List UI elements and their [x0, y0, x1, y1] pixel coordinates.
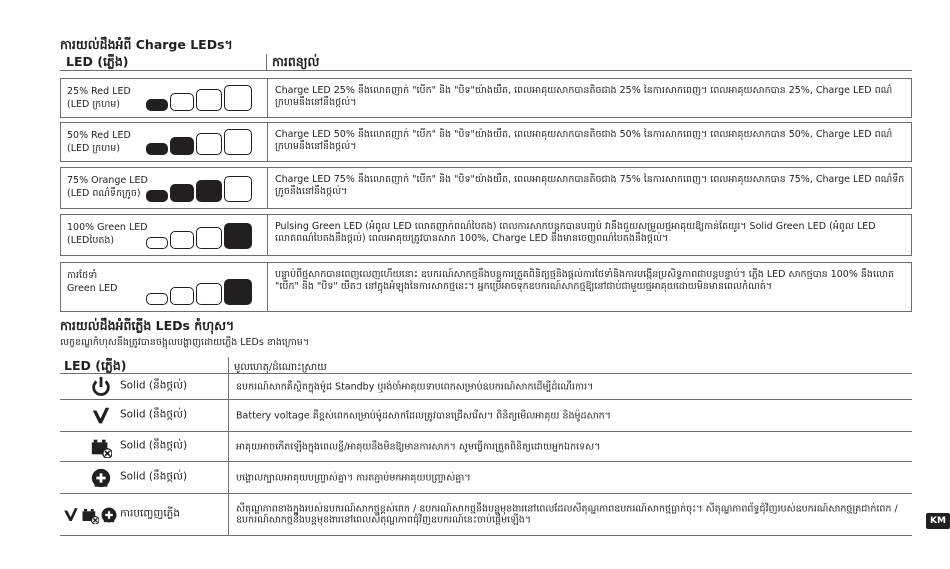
led-segment-lit — [170, 137, 194, 155]
led-segment-lit — [224, 279, 252, 305]
led-segment-off — [224, 129, 252, 155]
battery-fault-icon — [90, 436, 112, 458]
led-segment-off — [146, 293, 168, 305]
charge-led-row — [60, 122, 912, 162]
fault-cause: អាគុយអាចកើតឡើងក្នុងពេលខ្លី/អាគុយនឹងមិនឱ្យមានការសាក។ សូមធ្វើការត្រួតពិនិត្យដោយអ្នកឯកទេស។ — [236, 440, 601, 452]
fault-cause: បង្គោលក្បាលអាគុយបញ្ច្រាស់គ្នា។ ការតភ្ជាប់មកអាគុយបញ្ច្រាស់គ្នា។ — [236, 471, 471, 483]
led-name-line1: 50% Red LED — [67, 130, 131, 141]
col-led-header-2: LED (ភ្លើង) — [64, 358, 127, 373]
charge-led-row — [60, 167, 912, 209]
led-description: បន្ទាប់ពីថ្មសាកបានពេញលេញហើយនោះ ឧបករណ៍សាកថ្មនឹងបន្តការត្រួតពិនិត្យថ្មនិងផ្តល់ការថែទាំនិងការបង្កើនប្រសិទ្ធភាពជាបន្តបន្ទាប់។ ភ្លើង LED សាកថ្មបាន 100% នឹងលោត "បើក" និង "បិទ" យឺតៗ នៅក្នុងអំឡុងនៃការសាកថ្មនេះ។ អ្នកប្រើអាចទុកឧបករណ៍សាកថ្មឱ្យនៅជាប់ជាមួយថ្មអាគុយដោយមិនមានពេលកំណត់។ — [275, 269, 895, 292]
led-name-line1: 100% Green LED — [67, 222, 148, 233]
battery-fault-icon — [81, 506, 99, 524]
led-segment-lit — [146, 190, 168, 202]
led-name-line2: Green LED — [67, 283, 118, 294]
led-segment-lit — [196, 180, 222, 202]
led-description: Charge LED 50% នឹងលោតញាក់ "បើក" និង "បិទ"យ៉ាងយឺត, ពេលអាគុយសាកបានតិចជាង 50% នៃការសាកពេញ។ ពេលអាគុយសាកបាន 50%, Charge LED ពណ៌ក្រហមនឹងនៅនឹងថ្កល់។ — [275, 129, 893, 152]
reverse-polarity-icon — [100, 506, 118, 524]
fault-led-row — [60, 374, 912, 400]
fault-led-row — [60, 400, 912, 432]
combo-icons — [62, 506, 118, 524]
led-segment-lit — [224, 223, 252, 249]
col-led-header: LED (ភ្លើង) — [66, 54, 129, 69]
fault-led-label: ការបញ្ចេញភ្លើង — [120, 507, 180, 519]
section1-title: ការយល់ដឹងអំពី Charge LEDs។ — [60, 37, 233, 52]
led-segment-off — [196, 133, 222, 155]
power-icon — [90, 376, 112, 398]
section2-title: ការយល់ដឹងអំពីភ្លើង LEDs កំហុស។ — [60, 318, 235, 333]
led-description: Charge LED 25% នឹងលោតញាក់ "បើក" និង "បិទ"យ៉ាងយឺត, ពេលអាគុយសាកបានតិចជាង 25% នៃការសាកពេញ។ ពេលអាគុយសាកបាន 25%, Charge LED ពណ៌ក្រហមនឹងនៅនឹងថ្កល់។ — [275, 85, 893, 108]
fault-led-row — [60, 462, 912, 494]
led-segment-lit — [170, 184, 194, 202]
led-segment-off — [224, 85, 252, 111]
header-divider — [60, 70, 912, 71]
led-name-line1: 75% Orange LED — [67, 175, 148, 186]
fault-led-row — [60, 432, 912, 462]
fault-cause: ឧបករណ៍សាកគឺស្ថិតក្នុងម៉ូដ Standby ឬរង់ចាំអាគុយទាបពេកសម្រាប់ឧបករណ៍សាកដើម្បីដំណើរការ។ — [236, 380, 594, 392]
col-meaning-header: ការពន្យល់ — [272, 54, 320, 69]
led-name — [67, 221, 148, 247]
led-segment-off — [170, 287, 194, 305]
fault-led-label: Solid (នឹងថ្កល់) — [120, 470, 188, 482]
header-col-divider-2 — [228, 357, 229, 373]
fault-led-label: Solid (នឹងថ្កល់) — [120, 439, 188, 451]
led-name — [67, 269, 117, 295]
charge-led-row — [60, 214, 912, 256]
led-segment-off — [170, 93, 194, 111]
language-badge: KM — [926, 513, 950, 529]
section2-subtitle: លក្ខខណ្ឌកំហុសនឹងត្រូវបានចង្អុលបង្ហាញដោយភ្លើង LEDs ខាងក្រោម។ — [60, 337, 310, 348]
led-name-line2: (LED ក្រហម) — [67, 143, 120, 154]
led-segment-off — [196, 227, 222, 249]
fault-led-label: Solid (នឹងថ្កល់) — [120, 408, 188, 420]
led-name-line1: 25% Red LED — [67, 86, 131, 97]
reverse-polarity-icon — [90, 467, 112, 489]
led-segment-off — [146, 237, 168, 249]
fault-led-row — [60, 494, 912, 536]
col-cause-header: មូលហេតុ/ដំណោះស្រាយ — [234, 362, 327, 373]
led-name-line1: ការថែទាំ — [67, 270, 98, 281]
charge-led-row — [60, 78, 912, 118]
led-name-line2: (LEDបៃតង) — [67, 235, 115, 246]
led-description: Charge LED 75% នឹងលោតញាក់ "បើក" និង "បិទ"យ៉ាងយឺត, ពេលអាគុយសាកបានតិចជាង 75% នៃការសាកពេញ។ ពេលអាគុយសាកបាន 75%, Charge LED ពណ៌ទឹកក្រូចនឹងនៅនឹងថ្កល់។ — [275, 174, 905, 197]
led-segment-lit — [146, 99, 168, 111]
led-name — [67, 85, 131, 111]
fault-cause: Battery voltage គឺខ្ពស់ពេកសម្រាប់ម៉ូដសាកដែលត្រូវបានជ្រើសរើស។ ពិនិត្យមើលអាគុយ និងម៉ូដសាក។ — [236, 409, 611, 421]
fault-led-label: Solid (នឹងថ្កល់) — [120, 379, 188, 391]
led-description: Pulsing Green LED (អំពូល LED លោតញាក់ពណ៌បៃតង) ពេលការសាកបន្តកបានបញ្ចប់ វានឹងជួយសម្រួលថ្មអាគុយឱ្យកាន់តែយូរ។ Solid Green LED (អំពូល LED លោតពណ៌បៃតងនឹងថ្កល់) ពេលអាគុយត្រូវបានសាក 100%, Charge LED នឹងមានចេញពណ៌បៃតងនឹងថ្កល់។ — [275, 221, 876, 244]
charge-led-row — [60, 262, 912, 312]
led-name — [67, 129, 131, 155]
voltage-icon — [62, 506, 80, 524]
led-name-line2: (LED ពណ៌ទឹកក្រូច) — [67, 188, 141, 199]
led-segment-off — [196, 283, 222, 305]
led-segment-lit — [146, 143, 168, 155]
voltage-icon — [90, 405, 112, 427]
led-name-line2: (LED ក្រហម) — [67, 99, 120, 110]
header-col-divider — [266, 54, 267, 70]
led-segment-off — [224, 176, 252, 202]
led-segment-off — [196, 89, 222, 111]
fault-cause: សីតុណ្ហភាពខាងក្នុងរបស់ឧបករណ៍សាកថ្មខ្ពស់ពេក / ឧបករណ៍សាកថ្មនឹងបន្តមុខងារនៅពេលដែលសីតុណ្ហភាពឧបករណ៍សាកថ្មធ្លាក់ចុះ។ សីតុណ្ហភាពព័ទ្ធជុំវិញរបស់ឧបករណ៍សាកថ្មត្រជាក់ពេក / ឧបករណ៍សាកថ្មនឹងបន្តមុខងារនៅពេលសីតុណ្ហភាពជុំវិញឧបករណ៍នេះចាប់ផ្តើមឡើង។ — [236, 503, 898, 526]
led-segment-off — [170, 231, 194, 249]
led-name — [67, 174, 148, 200]
